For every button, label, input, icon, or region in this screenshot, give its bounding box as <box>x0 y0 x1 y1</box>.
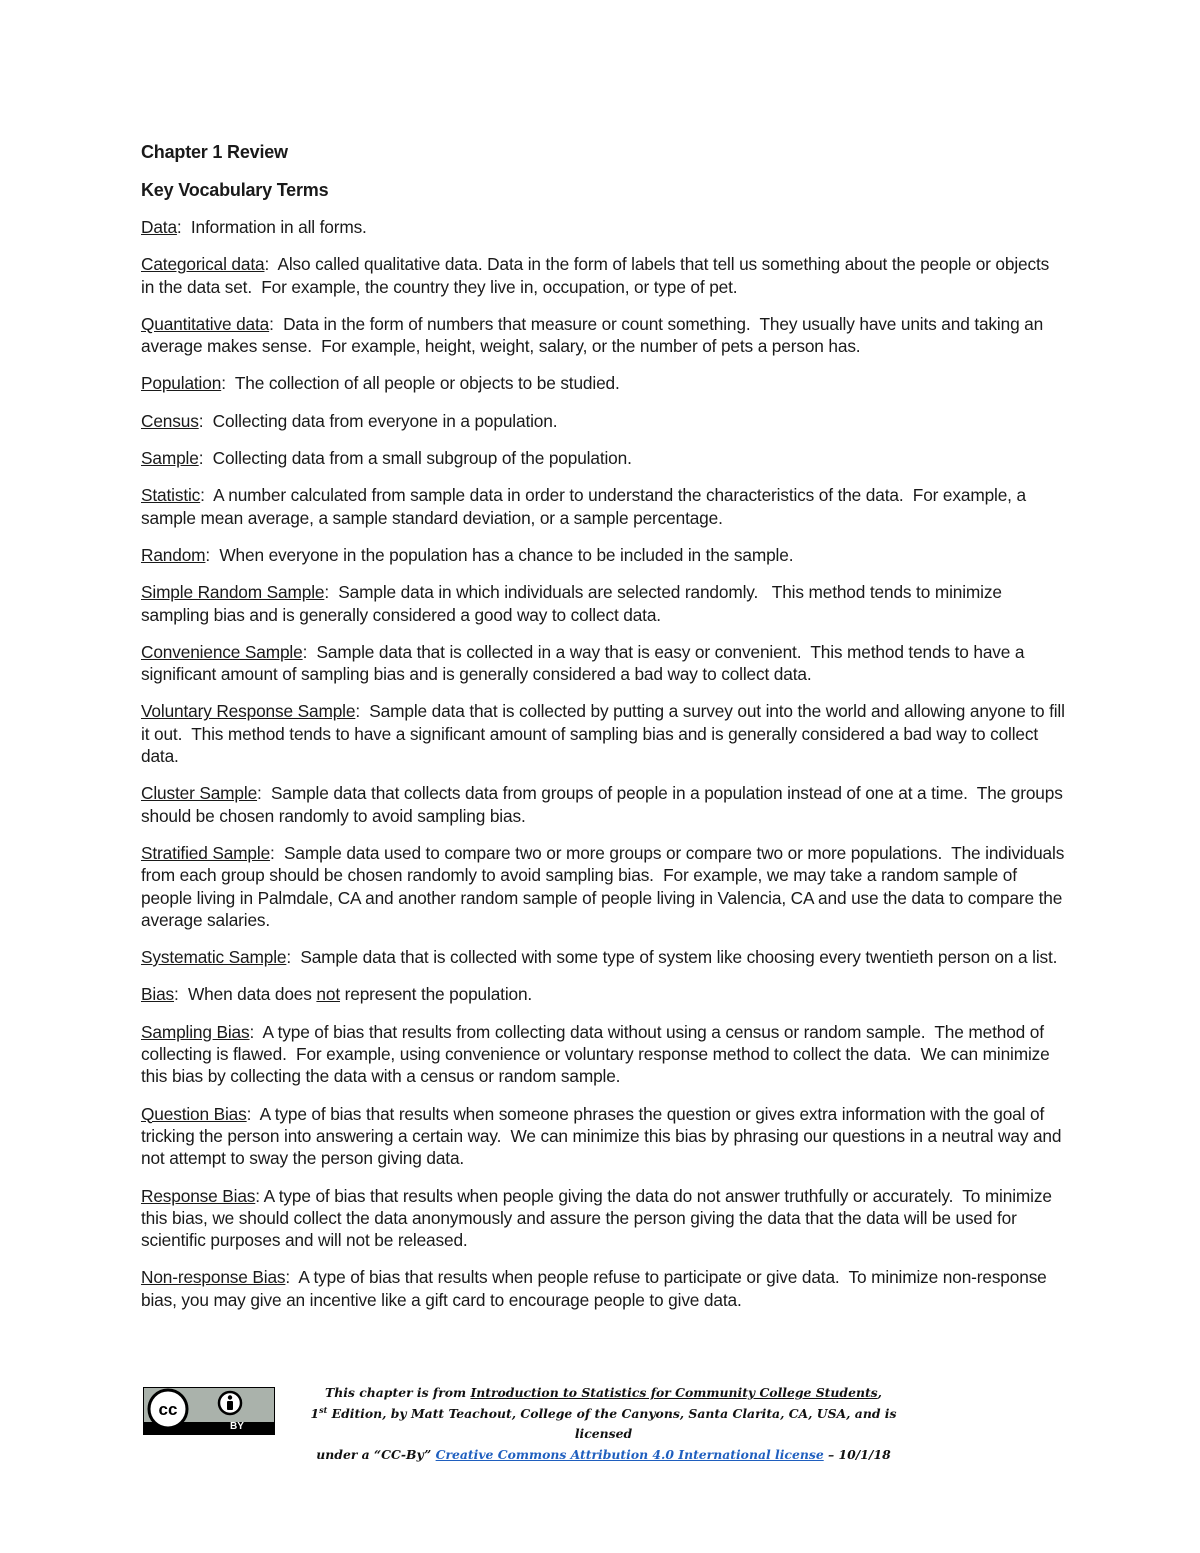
term-name: Categorical data <box>141 254 265 275</box>
term-categorical-data: Categorical data: Also called qualitative data. Data in the form of labels that tell us something about the people or objects in the data set. For example, the country they live in, occupation, or type of pet. <box>141 254 1054 297</box>
attribution-line-1: This chapter is from Introduction to Statistics for Community College Students, <box>325 1385 882 1400</box>
attribution-text <box>291 1383 916 1465</box>
term-name: Voluntary Response Sample <box>141 701 356 722</box>
footer <box>141 1383 1066 1462</box>
cc-label: cc <box>158 1400 178 1419</box>
cc-by-license-badge[interactable] <box>143 1387 275 1435</box>
term-name: Census <box>141 410 199 431</box>
term-non-response-bias: Non-response Bias: A type of bias that results when people refuse to participate or give data. To minimize non-response bias, you may give an incentive like a gift card to encourage people to give data. <box>141 1267 1052 1310</box>
term-definition: Sample data that collects data from groups of people in a population instead of one at a time. The groups should be chosen randomly to avoid sampling bias. <box>141 783 1068 826</box>
by-label: BY <box>230 1421 244 1432</box>
term-name: Bias <box>141 984 175 1005</box>
term-definition: Sample data that is collected with some type of system like choosing every twentieth person on a list. <box>291 947 1058 968</box>
term-systematic-sample: Systematic Sample: Sample data that is collected with some type of system like choosing every twentieth person on a list. <box>141 947 1058 968</box>
term-census: Census: Collecting data from everyone in a population. <box>141 410 558 431</box>
term-name: Statistic <box>141 485 201 506</box>
emphasis-not: not <box>316 984 340 1005</box>
term-name: Cluster Sample <box>141 783 258 804</box>
page-title: Chapter 1 Review <box>141 142 288 162</box>
term-cluster-sample: Cluster Sample: Sample data that collects data from groups of people in a population instead of one at a time. The groups should be chosen randomly to avoid sampling bias. <box>141 783 1068 826</box>
term-definition: A number calculated from sample data in order to understand the characteristics of the data. For example, a sample mean average, a sample standard deviation, or a sample percentage. <box>141 485 1031 528</box>
term-definition: When everyone in the population has a chance to be included in the sample. <box>210 544 794 565</box>
term-definition: A type of bias that results from collecting data without using a census or random sample. The method of collecting is flawed. For example, using convenience or voluntary response method to collect the data. We can minimize this bias by collecting the data with a census or random sample. <box>141 1021 1055 1087</box>
term-name: Convenience Sample <box>141 641 303 662</box>
term-name: Question Bias <box>141 1103 247 1124</box>
term-random: Random: When everyone in the population has a chance to be included in the sample. <box>141 544 794 565</box>
term-sampling-bias: Sampling Bias: A type of bias that results from collecting data without using a census or random sample. The method of collecting is flawed. For example, using convenience or voluntary response method to collect the data. We can minimize this bias by collecting the data with a census or random sample. <box>141 1021 1055 1087</box>
term-convenience-sample: Convenience Sample: Sample data that is collected in a way that is easy or convenient. This method tends to have a significant amount of sampling bias and is generally considered a bad way to collect data. <box>141 641 1030 685</box>
term-bias: Bias: When data does not represent the population. <box>141 984 533 1005</box>
term-response-bias: Response Bias: A type of bias that results when people giving the data do not answer truthfully or accurately. To minimize this bias, we should collect the data anonymously and assure the person giving the data that the data will be used for scientific purposes and will not be released. <box>141 1185 1057 1251</box>
term-list <box>141 216 1070 968</box>
book-title: Introduction to Statistics for Community College Students <box>470 1385 878 1400</box>
bias-term-list <box>141 1021 1066 1311</box>
term-simple-random-sample: Simple Random Sample: Sample data in which individuals are selected randomly. This method tends to minimize sampling bias and is generally considered a good way to collect data. <box>141 582 1007 625</box>
term-definition: Collecting data from everyone in a population. <box>203 410 558 431</box>
attribution-line-2: 1st Edition, by Matt Teachout, College of the Canyons, Santa Clarita, CA, USA, and is licensed <box>310 1404 897 1441</box>
license-link[interactable]: Creative Commons Attribution 4.0 International license <box>435 1446 824 1462</box>
term-name: Quantitative data <box>141 313 270 334</box>
term-name: Population <box>141 373 222 394</box>
term-name: Non-response Bias <box>141 1267 286 1288</box>
term-definition: Information in all forms. <box>181 217 367 237</box>
term-name: Simple Random Sample <box>141 582 325 603</box>
document-page <box>141 141 1070 1326</box>
section-heading: Key Vocabulary Terms <box>141 180 329 200</box>
term-population: Population: The collection of all people or objects to be studied. <box>141 373 620 394</box>
term-definition: The collection of all people or objects to be studied. <box>225 373 620 394</box>
term-name: Sampling Bias <box>141 1021 250 1042</box>
term-name: Sample <box>141 448 199 469</box>
term-stratified-sample: Stratified Sample: Sample data used to compare two or more groups or compare two or more populations. The individuals from each group should be chosen randomly to avoid sampling bias. For example, we may take a random sample of people living in Palmdale, CA and another random sample of people living in Valencia, CA and use the data to compare the average salaries. <box>141 842 1069 930</box>
term-definition: Sample data used to compare two or more groups or compare two or more populations. The individuals from each group should be chosen randomly to avoid sampling bias. For example, we may take a random sample of people living in Palmdale, CA and another random sample of people living in Valencia, CA and use the data to compare the average salaries. <box>141 842 1069 930</box>
term-definition: A type of bias that results when people giving the data do not answer truthfully or accurately. To minimize this bias, we should collect the data anonymously and assure the person giving the data that the data will be used for scientific purposes and will not be released. <box>141 1185 1057 1251</box>
term-statistic: Statistic: A number calculated from sample data in order to understand the characteristics of the data. For example, a sample mean average, a sample standard deviation, or a sample percentage. <box>141 485 1031 528</box>
term-definition: Data in the form of numbers that measure or count something. They usually have units and taking an average makes sense. For example, height, weight, salary, or the number of pets a person has. <box>141 313 1048 357</box>
term-sample: Sample: Collecting data from a small subgroup of the population. <box>141 448 632 469</box>
term-definition: Collecting data from a small subgroup of the population. <box>203 448 632 469</box>
term-data: Data: Information in all forms. <box>141 217 367 237</box>
term-definition: Sample data in which individuals are selected randomly. This method tends to minimize sampling bias and is generally considered a good way to collect data. <box>141 582 1007 625</box>
term-definition: A type of bias that results when someone phrases the question or gives extra information with the goal of tricking the person into answering a certain way. We can minimize this bias by phrasing our questions in a neutral way and not attempt to sway the person giving data. <box>141 1103 1066 1169</box>
term-name: Response Bias <box>141 1185 256 1206</box>
term-definition: A type of bias that results when people refuse to participate or give data. To minimize non-response bias, you may give an incentive like a gift card to encourage people to give data. <box>141 1267 1052 1310</box>
term-name: Stratified Sample <box>141 842 271 863</box>
term-quantitative-data: Quantitative data: Data in the form of numbers that measure or count something. They usually have units and taking an average makes sense. For example, height, weight, salary, or the number of pets a person has. <box>141 313 1048 357</box>
term-definition: Sample data that is collected in a way that is easy or convenient. This method tends to have a significant amount of sampling bias and is generally considered a bad way to collect data. <box>141 641 1030 685</box>
term-voluntary-response-sample: Voluntary Response Sample: Sample data that is collected by putting a survey out into the world and allowing anyone to fill it out. This method tends to have a significant amount of sampling bias and is generally considered a bad way to collect data. <box>141 701 1070 767</box>
term-name: Systematic Sample <box>141 947 287 968</box>
term-definition: Also called qualitative data. Data in the form of labels that tell us something about the people or objects in the data set. For example, the country they live in, occupation, or type of pet. <box>141 254 1054 297</box>
term-name: Data <box>141 217 177 237</box>
term-definition: Sample data that is collected by putting a survey out into the world and allowing anyone to fill it out. This method tends to have a significant amount of sampling bias and is generally considered a bad way to collect data. <box>141 701 1070 767</box>
term-question-bias: Question Bias: A type of bias that results when someone phrases the question or gives extra information with the goal of tricking the person into answering a certain way. We can minimize this bias by phrasing our questions in a neutral way and not attempt to sway the person giving data. <box>141 1103 1066 1169</box>
attribution-line-3: under a “CC-By” Creative Commons Attribution 4.0 International license – 10/1/18 <box>316 1446 891 1462</box>
term-name: Random <box>141 544 206 565</box>
